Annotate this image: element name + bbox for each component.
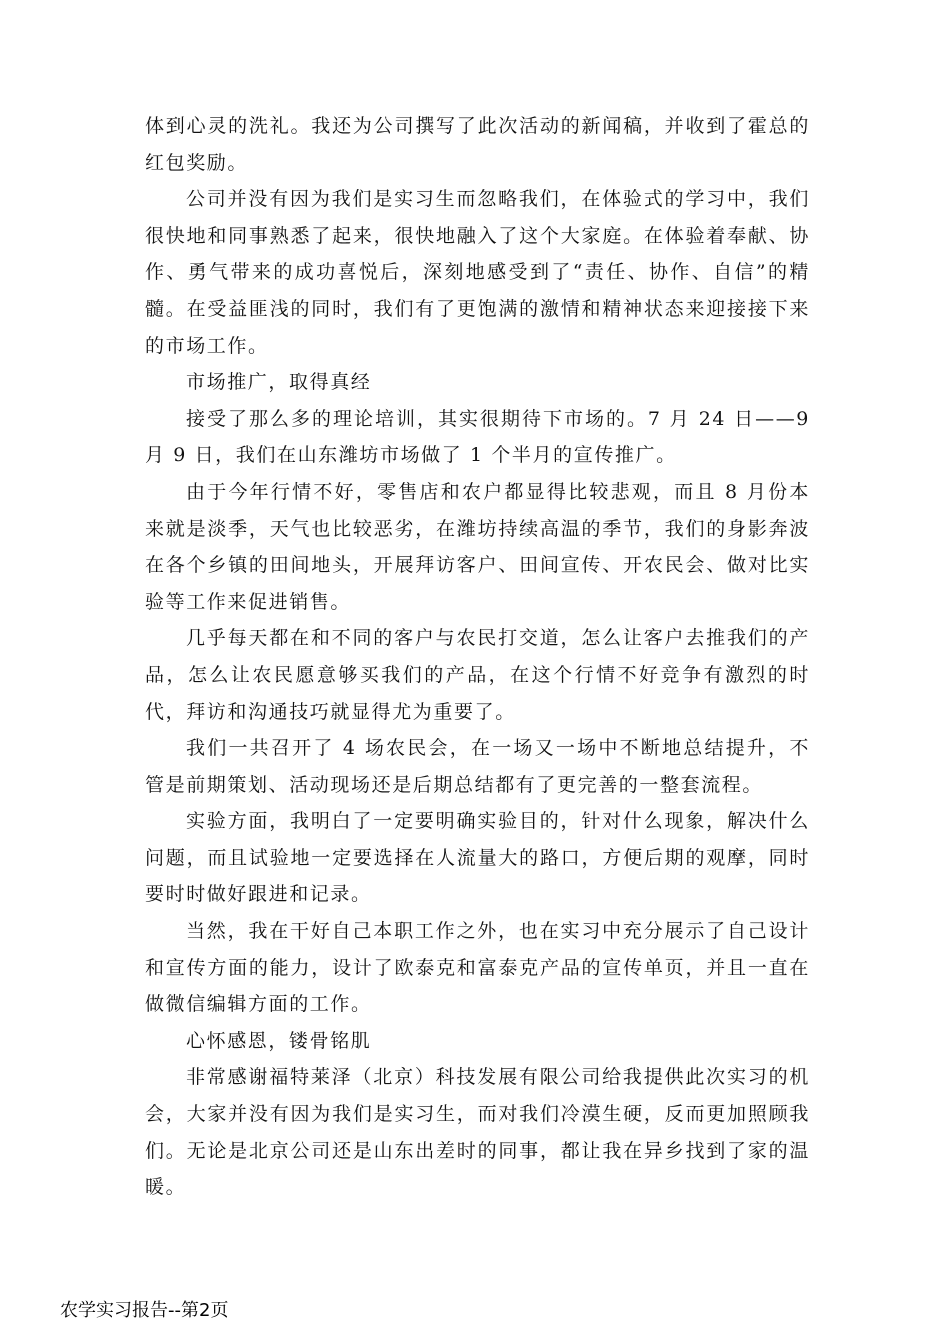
paragraph: 当然，我在干好自己本职工作之外，也在实习中充分展示了自己设计和宣传方面的能力，设计了欧泰克和富泰克产品的宣传单页，并且一直在做微信编辑方面的工作。 xyxy=(145,920,810,1016)
paragraph: 几乎每天都在和不同的客户与农民打交道，怎么让客户去推我们的产品，怎么让农民愿意够买我们的产品，在这个行情不好竞争有激烈的时代，拜访和沟通技巧就显得尤为重要了。 xyxy=(145,627,810,723)
paragraph: 接受了那么多的理论培训，其实很期待下市场的。7 月 24 日——9 月 9 日，我们在山东潍坊市场做了 1 个半月的宣传推广。 xyxy=(145,407,810,467)
paragraph: 公司并没有因为我们是实习生而忽略我们，在体验式的学习中，我们很快地和同事熟悉了起来，很快地融入了这个大家庭。在体验着奉献、协作、勇气带来的成功喜悦后，深刻地感受到了“责任、协作、自信”的精髓。在受益匪浅的同时，我们有了更饱满的激情和精神状态来迎接接下来的市场工作。 xyxy=(145,188,810,357)
paragraph: 体到心灵的洗礼。我还为公司撰写了此次活动的新闻稿，并收到了霍总的红包奖励。 xyxy=(145,115,810,174)
page-footer: 农学实习报告--第2页 xyxy=(60,1300,229,1321)
section-heading: 心怀感恩，镂骨铭肌 xyxy=(186,1029,372,1052)
paragraph: 我们一共召开了 4 场农民会，在一场又一场中不断地总结提升，不管是前期策划、活动现场还是后期总结都有了更完善的一整套流程。 xyxy=(145,737,810,796)
document-body xyxy=(145,108,810,1206)
paragraph: 非常感谢福特莱泽（北京）科技发展有限公司给我提供此次实习的机会，大家并没有因为我们是实习生，而对我们冷漠生硬，反而更加照顾我们。无论是北京公司还是山东出差时的同事，都让我在异乡找到了家的温暖。 xyxy=(145,1066,810,1199)
paragraph: 实验方面，我明白了一定要明确实验目的，针对什么现象，解决什么问题，而且试验地一定要选择在人流量大的路口，方便后期的观摩，同时要时时做好跟进和记录。 xyxy=(145,810,810,906)
paragraph: 由于今年行情不好，零售店和农户都显得比较悲观，而且 8 月份本来就是淡季，天气也比较恶劣，在潍坊持续高温的季节，我们的身影奔波在各个乡镇的田间地头，开展拜访客户、田间宣传、开农民会、做对比实验等工作来促进销售。 xyxy=(145,480,810,613)
section-heading: 市场推广，取得真经 xyxy=(186,371,372,394)
